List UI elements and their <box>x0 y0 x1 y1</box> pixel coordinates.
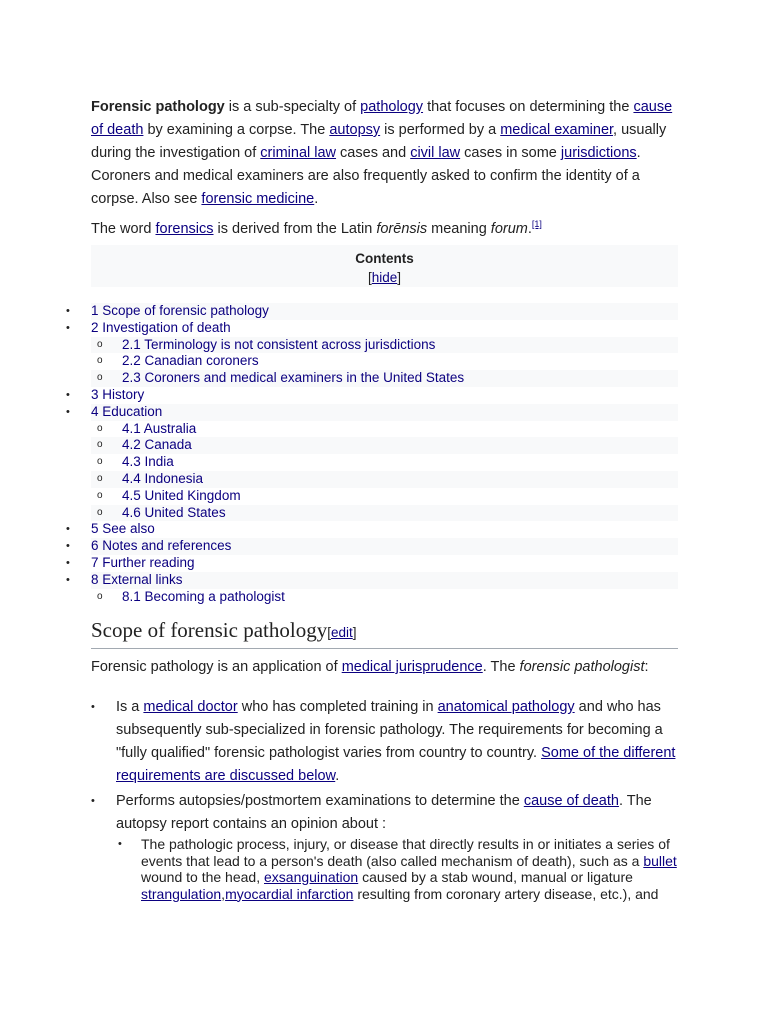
circle-bullet-icon: o <box>97 439 103 451</box>
bullet-icon: • <box>118 838 122 850</box>
toc-link[interactable]: 7 Further reading <box>91 554 195 570</box>
etymology-paragraph: The word forensics is derived from the Latin forēnsis meaning forum.[1] <box>91 219 542 237</box>
circle-bullet-icon: o <box>97 472 103 484</box>
toc-item[interactable] <box>60 505 678 522</box>
toc-link[interactable]: 4.3 India <box>122 454 174 470</box>
exsanguination-link[interactable]: exsanguination <box>264 869 359 885</box>
toc-item[interactable] <box>60 404 678 421</box>
list-item: • Is a medical doctor who has completed training in anatomical pathology and who has subsequently sub-specialized in forensic pathology. The requirements for becoming a "fully qualified" forensic pathologist varies from country to country. Some of the different requirements are discussed below. <box>91 696 681 788</box>
toc-link[interactable]: 3 History <box>91 386 145 402</box>
toc-item[interactable] <box>60 437 678 454</box>
circle-bullet-icon: o <box>97 506 103 518</box>
toc-link[interactable]: 4.6 United States <box>122 504 226 520</box>
autopsy-opinion-list <box>116 836 681 902</box>
section-intro-paragraph: Forensic pathology is an application of medical jurisprudence. The forensic pathologist: <box>91 659 649 675</box>
circle-bullet-icon: o <box>97 590 103 602</box>
medical-jurisprudence-link[interactable]: medical jurisprudence <box>341 659 483 675</box>
toc-link[interactable]: 2.1 Terminology is not consistent across jurisdictions <box>122 336 436 352</box>
bullet-icon: • <box>66 556 70 569</box>
circle-bullet-icon: o <box>97 489 103 501</box>
list-item: • The pathologic process, injury, or disease that directly results in or initiates a series of events that lead to a person's death (also called mechanism of death), such as a bullet wound to the head, exsanguination caused by a stab wound, manual or ligature strangulation,myocardial infarction resulting from coronary artery disease, etc.), and <box>118 836 677 902</box>
toc-item[interactable] <box>60 337 678 354</box>
toc-link[interactable]: 2.2 Canadian coroners <box>122 353 259 369</box>
edit-section: [edit] <box>327 625 357 640</box>
toc-link[interactable]: 1 Scope of forensic pathology <box>91 303 269 318</box>
criminal-law-link[interactable]: criminal law <box>260 145 337 161</box>
myocardial-infarction-link[interactable]: myocardial infarction <box>225 885 354 902</box>
toc-link[interactable]: 4 Education <box>91 403 163 419</box>
bullet-icon: • <box>66 573 70 586</box>
toc-item[interactable] <box>60 370 678 387</box>
forensic-medicine-link[interactable]: forensic medicine <box>201 191 315 207</box>
bullet-icon: • <box>66 321 70 334</box>
circle-bullet-icon: o <box>97 338 103 350</box>
toc-item[interactable] <box>60 555 678 572</box>
toc-link[interactable]: 8.1 Becoming a pathologist <box>122 588 285 604</box>
bullet-icon: • <box>66 388 70 401</box>
pathologist-duties-list <box>91 696 681 904</box>
toc-link[interactable]: 2 Investigation of death <box>91 319 231 335</box>
circle-bullet-icon: o <box>97 456 103 468</box>
bullet-link[interactable]: bullet <box>643 852 677 869</box>
bullet-icon: • <box>66 305 70 317</box>
contents-header: Contents [hide] <box>91 245 678 287</box>
article-subject: Forensic pathology <box>91 99 225 115</box>
toc-item[interactable] <box>60 538 678 555</box>
jurisdictions-link[interactable]: jurisdictions <box>560 145 637 161</box>
toc-item[interactable] <box>60 521 678 538</box>
medical-examiner-link[interactable]: medical examiner <box>500 122 614 138</box>
bullet-icon: • <box>66 540 70 553</box>
toc-link[interactable]: 4.5 United Kingdom <box>122 487 241 503</box>
bullet-icon: • <box>66 405 70 418</box>
cause-of-death-link-2[interactable]: cause of death <box>523 793 619 809</box>
toc-item[interactable] <box>60 421 678 438</box>
toc-item[interactable] <box>60 488 678 505</box>
anatomical-pathology-link[interactable]: anatomical pathology <box>437 699 575 715</box>
section-title: Scope of forensic pathology <box>91 618 328 642</box>
toc-item[interactable] <box>60 387 678 404</box>
civil-law-link[interactable]: civil law <box>410 145 461 161</box>
toc-item[interactable] <box>60 471 678 488</box>
toc-link[interactable]: 8 External links <box>91 571 183 587</box>
toc-link[interactable]: 6 Notes and references <box>91 538 232 554</box>
table-of-contents <box>60 303 678 605</box>
reference-link[interactable]: [1] <box>531 219 542 230</box>
toc-item[interactable] <box>60 572 678 589</box>
toc-link[interactable]: 5 See also <box>91 521 155 537</box>
toc-item[interactable] <box>60 589 678 606</box>
toc-item[interactable] <box>60 353 678 370</box>
list-item: • Performs autopsies/postmortem examinations to determine the cause of death. The autopsy report contains an opinion about : • The pathologic process, injury, or disease that directly results in or initiates a series of events that lead to a person's death (also called mechanism of death), such as a bullet wound to the head, exsanguination caused by a stab wound, manual or ligature strangulation,myocardial infarction resulting from coronary artery disease, etc.), and <box>91 790 681 902</box>
edit-link[interactable]: edit <box>330 625 353 640</box>
requirements-link[interactable]: Some of the different requirements are discussed below <box>116 745 676 784</box>
cause-of-death-link[interactable]: cause of death <box>91 99 673 138</box>
contents-title: Contents <box>355 251 414 266</box>
toc-link[interactable]: 2.3 Coroners and medical examiners in the United States <box>122 370 465 386</box>
circle-bullet-icon: o <box>97 422 103 434</box>
strangulation-link[interactable]: strangulation <box>141 885 222 902</box>
toc-link[interactable]: 4.4 Indonesia <box>122 470 204 486</box>
toc-item[interactable] <box>60 320 678 337</box>
forensics-link[interactable]: forensics <box>155 221 214 237</box>
bullet-icon: • <box>66 523 70 536</box>
toc-item[interactable] <box>60 303 678 320</box>
section-heading <box>91 617 678 649</box>
intro-paragraph: Forensic pathology is a sub-specialty of pathology that focuses on determining the cause of death by examining a corpse. The autopsy is performed by a medical examiner, usually during the investigation of criminal law cases and civil law cases in some jurisdictions. Coroners and medical examiners are also frequently asked to confirm the identity of a corpse. Also see forensic medicine. <box>91 99 673 207</box>
circle-bullet-icon: o <box>97 372 103 384</box>
autopsy-link[interactable]: autopsy <box>329 122 381 138</box>
hide-toggle[interactable]: hide <box>371 270 398 285</box>
pathology-link[interactable]: pathology <box>360 99 424 115</box>
toc-link[interactable]: 4.2 Canada <box>122 437 192 453</box>
circle-bullet-icon: o <box>97 355 103 367</box>
medical-doctor-link[interactable]: medical doctor <box>143 699 238 715</box>
bullet-icon: • <box>91 701 95 713</box>
bullet-icon: • <box>91 795 95 807</box>
toc-item[interactable] <box>60 454 678 471</box>
toc-link[interactable]: 4.1 Australia <box>122 420 197 436</box>
